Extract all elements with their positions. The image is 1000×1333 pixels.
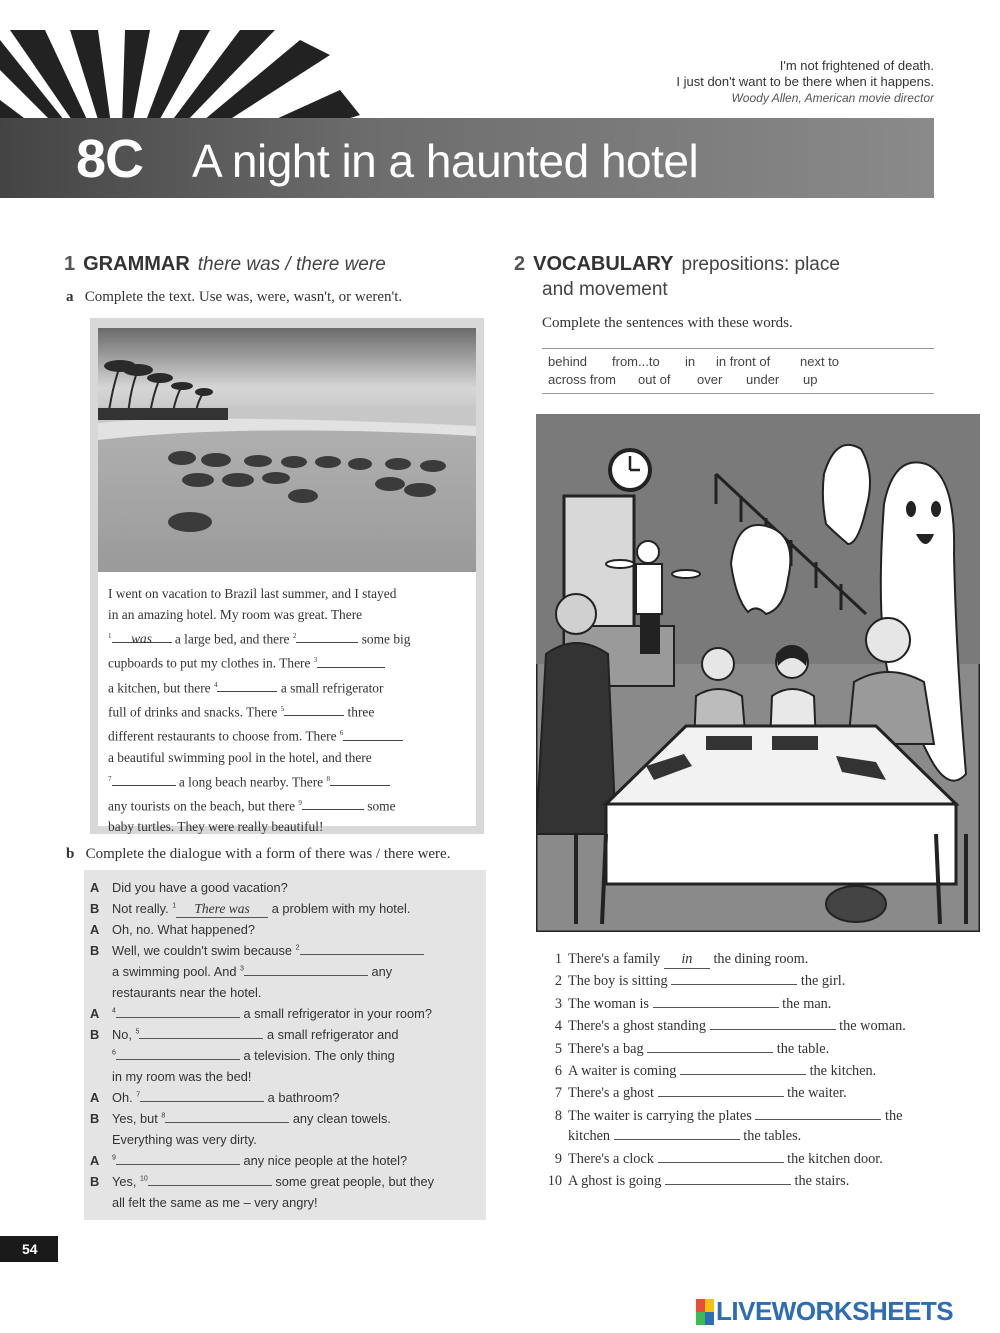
dialogue-line-11: A Oh. $^7$ a bathroom?	[90, 1090, 340, 1105]
sentence-blank-3[interactable]	[653, 1007, 779, 1008]
dialogue-text: restaurants near the hotel.	[112, 985, 262, 1000]
sentence-text: The waiter is carrying the plates	[568, 1108, 752, 1124]
dialogue-text: any	[371, 964, 393, 979]
sentence-10	[532, 1173, 849, 1190]
dialogue-text: Oh.	[112, 1090, 133, 1105]
story-blank-2[interactable]	[296, 629, 358, 643]
dialogue-text: a television. The only thing	[243, 1048, 395, 1063]
story-blank-4[interactable]	[217, 678, 277, 692]
speaker-a: A	[90, 922, 100, 937]
quote-line-1: I'm not frightened of death.	[779, 58, 934, 73]
dialogue-line-10	[90, 1069, 251, 1084]
part-a-instruction: Complete the text. Use was, were, wasn't, or weren't.	[84, 289, 403, 305]
sentence-number: 3	[554, 996, 562, 1012]
story-line: I went on vacation to Brazil last summer, and I stayed	[108, 586, 397, 601]
sentence-number: 6	[554, 1063, 562, 1079]
sentence-8	[532, 1108, 902, 1125]
dialogue-text: a swimming pool. And	[112, 964, 237, 979]
sentence-text: the man.	[782, 996, 832, 1012]
section-2-topic-line-2: and movement	[542, 279, 668, 300]
sentence-number: 4	[554, 1018, 562, 1034]
dialogue-line-3	[90, 922, 255, 937]
dialogue-blank-10[interactable]	[148, 1185, 272, 1186]
part-b-letter: b	[66, 846, 75, 862]
sentence-text: the kitchen.	[809, 1063, 877, 1079]
dialogue-line-14: A $^9$ any nice people at the hotel?	[90, 1153, 408, 1168]
part-b-instruction-row	[66, 846, 450, 863]
sentence-text: There's a bag	[568, 1041, 644, 1057]
story-blank-6[interactable]	[343, 727, 403, 741]
word-out-of: out of	[638, 372, 671, 387]
haunted-dining-room-illustration	[536, 414, 980, 932]
section-2-heading	[514, 253, 840, 276]
story-line: three	[347, 704, 375, 720]
speaker-b: B	[90, 1027, 100, 1042]
dialogue-line-1	[90, 880, 288, 895]
story-blank-9[interactable]	[302, 796, 364, 810]
story-blank-7[interactable]	[112, 772, 176, 786]
dialogue-text: Did you have a good vacation?	[112, 880, 288, 895]
dialogue-line-2: B Not really. $^1$ There was a problem with my hotel.	[90, 901, 411, 916]
dialogue-text: in my room was the bed!	[112, 1069, 252, 1084]
dialogue-text: No,	[112, 1027, 132, 1042]
story-line: any tourists on the beach, but there	[108, 798, 296, 814]
dialogue-line-16	[90, 1195, 318, 1210]
dialogue-blank-6[interactable]	[116, 1059, 240, 1060]
dialogue-text: any nice people at the hotel?	[243, 1153, 408, 1168]
sentence-blank-2[interactable]	[671, 984, 797, 985]
sentence-number: 10	[547, 1173, 562, 1189]
dialogue-text: some great people, but they	[275, 1174, 435, 1189]
dialogue-text: Not really.	[112, 901, 169, 916]
dialogue-text: Well, we couldn't swim because	[112, 943, 293, 958]
speaker-b: B	[90, 1174, 100, 1189]
sentence-blank-7[interactable]	[658, 1096, 784, 1097]
sentence-text: the	[884, 1108, 903, 1124]
dialogue-line-12: B Yes, but $^8$ any clean towels.	[90, 1111, 391, 1126]
dialogue-text: Yes,	[112, 1174, 137, 1189]
quote-line-2: I just don't want to be there when it happens.	[676, 74, 934, 89]
story-line: in an amazing hotel. My room was great. There	[108, 606, 363, 622]
story-line: a beautiful swimming pool in the hotel, and there	[108, 749, 372, 765]
sentence-text: the kitchen door.	[787, 1151, 883, 1167]
sentence-1	[532, 951, 808, 969]
dialogue-text: all felt the same as me – very angry!	[112, 1195, 318, 1210]
word-in-front-of: in front of	[716, 354, 771, 369]
sentence-blank-8a[interactable]	[755, 1119, 881, 1120]
dialogue-line-5: a swimming pool. And $^3$ any	[112, 964, 393, 979]
dialogue-line-4: B Well, we couldn't swim because $^2$	[90, 943, 424, 958]
sentence-text: The boy is sitting	[568, 973, 668, 989]
sentence-text: There's a clock	[568, 1151, 654, 1167]
speaker-a: A	[90, 1006, 100, 1021]
story-line: different restaurants to choose from. There	[108, 728, 337, 744]
dialogue-text: a small refrigerator and	[266, 1027, 399, 1042]
story-blank-1-answer[interactable]: was	[112, 629, 172, 643]
sentence-text: The woman is	[568, 996, 649, 1012]
sentence-5	[532, 1041, 829, 1058]
sentence-text: the dining room.	[713, 951, 809, 967]
part-a-instruction-row	[66, 289, 402, 306]
word-under: under	[746, 372, 780, 387]
speaker-b: B	[90, 901, 100, 916]
dialogue-text: Yes, but	[112, 1111, 158, 1126]
sentence-text: kitchen	[568, 1128, 611, 1144]
speaker-a: A	[90, 880, 100, 895]
beach-turtles-photo	[98, 328, 476, 572]
sentence-text: A ghost is going	[568, 1173, 662, 1189]
sentence-2	[532, 973, 845, 990]
liveworksheets-brand[interactable]	[696, 1296, 953, 1327]
lesson-title: A night in a haunted hotel	[192, 135, 699, 187]
story-line: a large bed, and there	[174, 631, 290, 647]
sentence-blank-10[interactable]	[665, 1184, 791, 1185]
story-line: a kitchen, but there	[108, 680, 211, 696]
sentence-8-continued	[532, 1128, 801, 1145]
dialogue-line-13	[90, 1132, 257, 1147]
section-1-topic: there was / there were	[197, 254, 386, 275]
dialogue-blank-4[interactable]	[116, 1017, 240, 1018]
sentence-9	[532, 1151, 883, 1168]
part-b-instruction: Complete the dialogue with a form of there was / there were.	[85, 846, 451, 862]
section-2-name: VOCABULARY	[533, 253, 674, 275]
story-line: some	[367, 798, 396, 814]
section-1-name: GRAMMAR	[83, 253, 190, 275]
dialogue-blank-5[interactable]	[139, 1038, 263, 1039]
dialogue-text: a small refrigerator in your room?	[243, 1006, 432, 1021]
dialogue-line-15: B Yes, $^{10}$ some great people, but they	[90, 1174, 435, 1189]
word-next-to: next to	[800, 354, 840, 369]
story-blank-3[interactable]	[317, 654, 385, 668]
word-up: up	[803, 372, 818, 387]
sentence-number: 2	[554, 973, 562, 989]
story-blank-8[interactable]	[330, 772, 390, 786]
story-line: full of drinks and snacks. There	[108, 704, 278, 720]
speaker-a: A	[90, 1153, 100, 1168]
sentence-blank-5[interactable]	[647, 1052, 773, 1053]
sentence-3	[532, 996, 831, 1013]
sentence-text: There's a ghost	[568, 1085, 654, 1101]
word-in: in	[685, 354, 696, 369]
sentence-number: 5	[554, 1041, 562, 1057]
dialogue-blank-2[interactable]	[300, 954, 424, 955]
liveworksheets-logo-icon	[696, 1299, 714, 1325]
page-number: 54	[0, 1236, 58, 1262]
dialogue-blank-7[interactable]	[140, 1101, 264, 1102]
sentence-text: the stairs.	[794, 1173, 850, 1189]
sentence-text: the tables.	[743, 1128, 802, 1144]
story-line: cupboards to put my clothes in. There	[108, 655, 311, 671]
word-from-to: from...to	[612, 354, 660, 369]
section-2-topic-line-1: prepositions: place	[681, 254, 840, 275]
sentence-text: There's a ghost standing	[568, 1018, 706, 1034]
section-1-number: 1	[64, 253, 76, 275]
sentence-number: 1	[554, 951, 562, 967]
quote-author: Woody Allen, American movie director	[731, 91, 934, 105]
sentence-text: the table.	[776, 1041, 830, 1057]
dialogue-text: Oh, no. What happened?	[112, 922, 256, 937]
section-2-instruction: Complete the sentences with these words.	[542, 315, 793, 331]
header-quote	[676, 58, 934, 106]
lesson-code: 8C	[76, 129, 144, 189]
story-line: a small refrigerator	[280, 680, 384, 696]
sentence-number: 8	[554, 1108, 562, 1124]
sentence-4	[532, 1018, 906, 1035]
sentence-blank-8b[interactable]	[614, 1139, 740, 1140]
speaker-b: B	[90, 943, 100, 958]
speaker-a: A	[90, 1090, 100, 1105]
dialogue-line-9: $^6$ a television. The only thing	[112, 1048, 395, 1063]
sentence-7	[532, 1085, 847, 1102]
story-line: some big	[361, 631, 411, 647]
dialogue-blank-3[interactable]	[244, 975, 368, 976]
sentence-blank-1-answer[interactable]: in	[664, 951, 710, 969]
word-across-from: across from	[548, 372, 616, 387]
part-a-letter: a	[66, 289, 74, 305]
sentence-text: A waiter is coming	[568, 1063, 677, 1079]
dialogue-text: any clean towels.	[292, 1111, 391, 1126]
dialogue-blank-1-answer[interactable]: There was	[176, 901, 268, 918]
word-over: over	[697, 372, 723, 387]
section-1-heading	[64, 253, 386, 276]
sentence-blank-4[interactable]	[710, 1029, 836, 1030]
dialogue-line-7: A $^4$ a small refrigerator in your room?	[90, 1006, 432, 1021]
sentence-blank-9[interactable]	[658, 1162, 784, 1163]
speaker-b: B	[90, 1111, 100, 1126]
sentence-text: the waiter.	[787, 1085, 847, 1101]
dialogue-blank-8[interactable]	[165, 1122, 289, 1123]
sentence-text: the girl.	[800, 973, 846, 989]
dialogue-text: a problem with my hotel.	[271, 901, 411, 916]
dialogue-blank-9[interactable]	[116, 1164, 240, 1165]
dialogue-text: Everything was very dirty.	[112, 1132, 257, 1147]
sentence-text: There's a family	[568, 951, 661, 967]
story-blank-5[interactable]	[284, 702, 344, 716]
sentence-text: the woman.	[839, 1018, 906, 1034]
sentence-6	[532, 1063, 876, 1080]
story-line: a long beach nearby. There	[178, 774, 324, 790]
word-behind: behind	[548, 354, 588, 369]
story-line: baby turtles. They were really beautiful!	[108, 819, 324, 835]
story-text: I went on vacation to Brazil last summer, and I stayed in an amazing hotel. My room was great. There $^1$ was a large bed, and there $^2$ some big cupboards to put my clothes in. There $^3$ a kitchen, but there $^4$ a small refrigerator full of drinks and snacks. There $^5$ three different restaurants to choose from. There $^6$ a beautiful swimming pool in the hotel, and there $^7$ a long beach nearby. There $^8$ any tourists on the beach, but there $^9$ some baby turtles. They were really beautiful!	[108, 586, 411, 835]
sentence-number: 9	[554, 1151, 562, 1167]
sentence-blank-6[interactable]	[680, 1074, 806, 1075]
dialogue-line-6	[90, 985, 261, 1000]
dialogue-line-8: B No, $^5$ a small refrigerator and	[90, 1027, 399, 1042]
brand-text: LIVEWORKSHEETS	[716, 1296, 954, 1326]
dialogue-text: a bathroom?	[267, 1090, 340, 1105]
section-2-number: 2	[514, 253, 526, 275]
sentence-number: 7	[554, 1085, 562, 1101]
